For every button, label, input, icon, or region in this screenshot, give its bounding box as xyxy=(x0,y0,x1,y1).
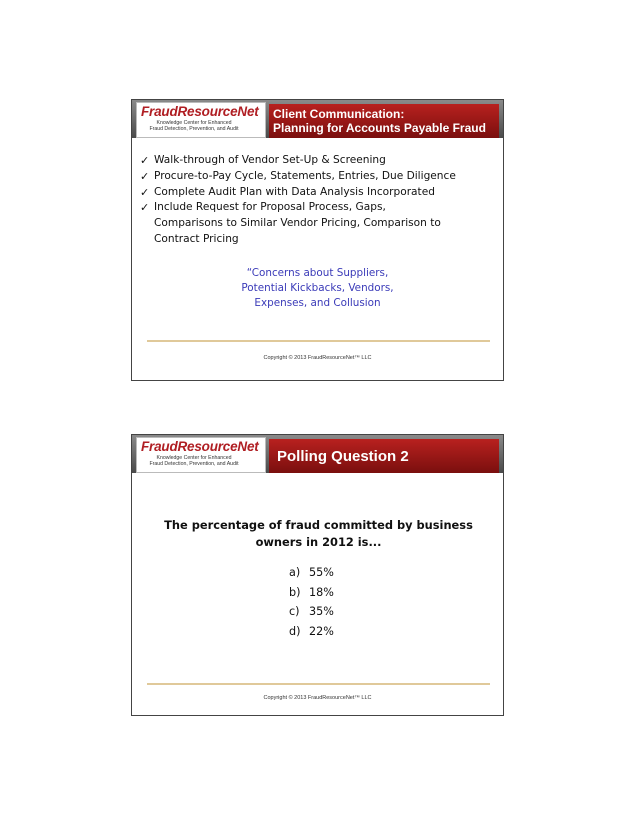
copyright-text: Copyright © 2013 FraudResourceNet™ LLC xyxy=(263,695,372,701)
slide-title-line1: Client Communication: xyxy=(273,107,405,121)
slide-title-text: Polling Question 2 xyxy=(277,448,409,465)
checkmark-icon: ✓ xyxy=(140,201,150,215)
copyright-text: Copyright © 2013 FraudResourceNet™ LLC xyxy=(263,355,372,361)
logo-tagline: Knowledge Center for Enhanced Fraud Detection, Prevention, and Audit xyxy=(149,120,239,132)
list-item: ✓ Procure-to-Pay Cycle, Statements, Entries, Due Diligence xyxy=(140,169,456,183)
list-item: ✓ Complete Audit Plan with Data Analysis Incorporated xyxy=(140,185,435,199)
checkmark-icon: ✓ xyxy=(140,154,150,167)
checkmark-icon: ✓ xyxy=(140,169,150,183)
slide-polling-question xyxy=(131,434,504,716)
slide-title xyxy=(269,104,499,138)
logo-name: FraudResourceNet xyxy=(141,104,259,119)
slide-client-communication xyxy=(131,99,504,381)
logo-name: FraudResourceNet xyxy=(141,439,259,454)
footer-divider xyxy=(147,340,490,342)
poll-question: The percentage of fraud committed by business owners in 2012 is... xyxy=(164,518,473,549)
concerns-quote: “Concerns about Suppliers, Potential Kickbacks, Vendors, Expenses, and Collusion xyxy=(241,267,394,309)
checkmark-icon: ✓ xyxy=(140,185,150,199)
slide-title xyxy=(269,439,499,473)
list-item: ✓ Include Request for Proposal Process, Gaps, Comparisons to Similar Vendor Pricing, Comparison to Contract Pricing xyxy=(140,201,441,245)
bullet-list xyxy=(140,153,500,248)
answer-option-d: d) 22% xyxy=(289,624,334,638)
answer-option-b: b) 18% xyxy=(289,585,334,599)
answer-list xyxy=(289,563,334,641)
answer-option-a: a) 55% xyxy=(289,566,334,579)
slide-title-line2: Planning for Accounts Payable Fraud xyxy=(273,121,486,135)
logo-tagline: Knowledge Center for Enhanced Fraud Detection, Prevention, and Audit xyxy=(149,455,239,467)
fraudresourcenet-logo xyxy=(136,437,266,473)
fraudresourcenet-logo xyxy=(136,102,266,138)
answer-option-c: c) 35% xyxy=(289,605,334,619)
list-item: ✓ Walk-through of Vendor Set-Up & Screening xyxy=(140,154,386,167)
footer-divider xyxy=(147,683,490,685)
